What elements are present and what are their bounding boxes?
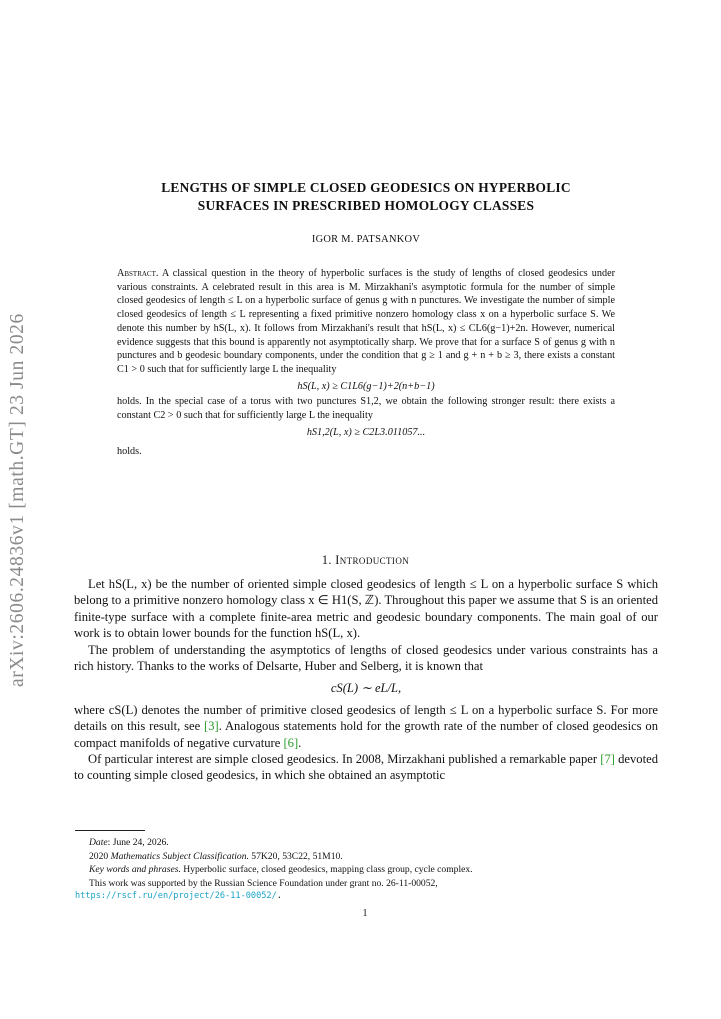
abstract-paragraph-2: holds. In the special case of a torus with two punctures S1,2, we obtain the following stronger result: there exists a constant C2 > 0 such that for sufficiently large L the inequality	[117, 396, 615, 422]
body-text-4a: Of particular interest are simple closed geodesics. In 2008, Mirzakhani published a remarkable paper	[88, 752, 601, 767]
abstract-paragraph-1	[117, 267, 615, 377]
body-text-3a: where cS(L) denotes the number of primitive closed geodesics of length ≤ L on a hyperbolic surface S. For more details on this result, see	[74, 702, 658, 734]
citation-6[interactable]: [6]	[283, 735, 299, 750]
section-title: 1. Introduction	[321, 553, 410, 567]
title-line-2: SURFACES IN PRESCRIBED HOMOLOGY CLASSES	[197, 198, 535, 213]
date-value: : June 24, 2026.	[107, 837, 169, 848]
footnote-msc	[75, 850, 658, 864]
abstract	[117, 267, 615, 459]
arxiv-identifier[interactable]: arXiv:2606.24836v1 [math.GT] 23 Jun 2026	[7, 313, 28, 687]
body-text-4b: devoted to counting simple closed geodesics, in which she obtained an asymptotic	[74, 752, 658, 783]
abstract-heading: Abstract.	[117, 268, 159, 279]
citation-3[interactable]: [3]	[204, 719, 219, 734]
citation-7[interactable]: [7]	[600, 752, 615, 767]
footnote-date	[75, 836, 658, 850]
body-text-3c: .	[298, 735, 302, 750]
abstract-formula-2: hS1,2(L, x) ≥ C2L3.011057...	[306, 426, 426, 438]
body-text-3b: . Analogous statements hold for the growth rate of the number of closed geodesics on compact manifolds of negative curvature	[74, 719, 658, 750]
footnote-support: This work was supported by the Russian Science Foundation under grant no. 26-11-00052,	[89, 877, 438, 889]
keywords-value: Hyperbolic surface, closed geodesics, mapping class group, cycle complex.	[180, 864, 473, 875]
author-name: IGOR M. PATSANKOV	[311, 234, 421, 245]
date-label: Date	[89, 837, 108, 848]
body-paragraph-4	[74, 751, 658, 784]
footnotes	[75, 836, 658, 904]
title-line-1: LENGTHS OF SIMPLE CLOSED GEODESICS ON HYPERBOLIC	[161, 180, 571, 195]
keywords-label: Key words and phrases.	[89, 864, 181, 875]
funding-url-link[interactable]: https://rscf.ru/en/project/26-11-00052/	[75, 891, 277, 901]
page-number: 1	[362, 908, 368, 919]
body-paragraph-3	[74, 702, 658, 751]
paper-title	[96, 179, 636, 215]
abstract-text-1: A classical question in the theory of hyperbolic surfaces is the study of lengths of closed geodesics under various constraints. A celebrated result in this area is M. Mirzakhani's asymptotic formula for the number of simple closed geodesics of length ≤ L on a hyperbolic surface of genus g with n punctures. We investigate the number of simple closed geodesics of length ≤ L representing a fixed primitive nonzero homology class x on a hyperbolic surface S. We denote this number by hS(L, x). It follows from Mirzakhani's result that hS(L, x) ≤ CL6(g−1)+2n. However, numerical evidence suggests that this bound is apparently not asymptotically sharp. We prove that for a surface S of genus g with n punctures and b geodesic boundary components, under the condition that g ≥ 1 and g + n + b ≥ 3, there exists a constant C1 > 0 such that for sufficiently large L the inequality	[117, 268, 615, 375]
body-paragraph-2: The problem of understanding the asymptotics of lengths of closed geodesics under various constraints has a rich history. Thanks to the works of Delsarte, Huber and Selberg, it is known that	[74, 642, 658, 674]
funding-url-period: .	[276, 891, 282, 901]
body-text	[74, 576, 658, 784]
funding-link-line	[75, 890, 658, 904]
abstract-paragraph-3: holds.	[117, 446, 142, 458]
display-formula: cS(L) ∼ eL/L,	[330, 681, 402, 696]
abstract-formula-1: hS(L, x) ≥ C1L6(g−1)+2(n+b−1)	[297, 380, 435, 392]
footnote-divider	[75, 830, 145, 831]
footnote-keywords	[75, 863, 658, 877]
body-paragraph-1: Let hS(L, x) be the number of oriented simple closed geodesics of length ≤ L on a hyperbolic surface S which belong to a primitive nonzero homology class x ∈ H1(S, ℤ). Throughout this paper we assume that S is an oriented finite-type surface with a complete finite-area metric and geodesic boundary components. The main goal of our work is to obtain lower bounds for the function hS(L, x).	[74, 577, 658, 641]
msc-value: 57K20, 53C22, 51M10.	[248, 850, 343, 862]
msc-label: Mathematics Subject Classification.	[110, 850, 249, 862]
msc-year: 2020	[89, 850, 111, 862]
